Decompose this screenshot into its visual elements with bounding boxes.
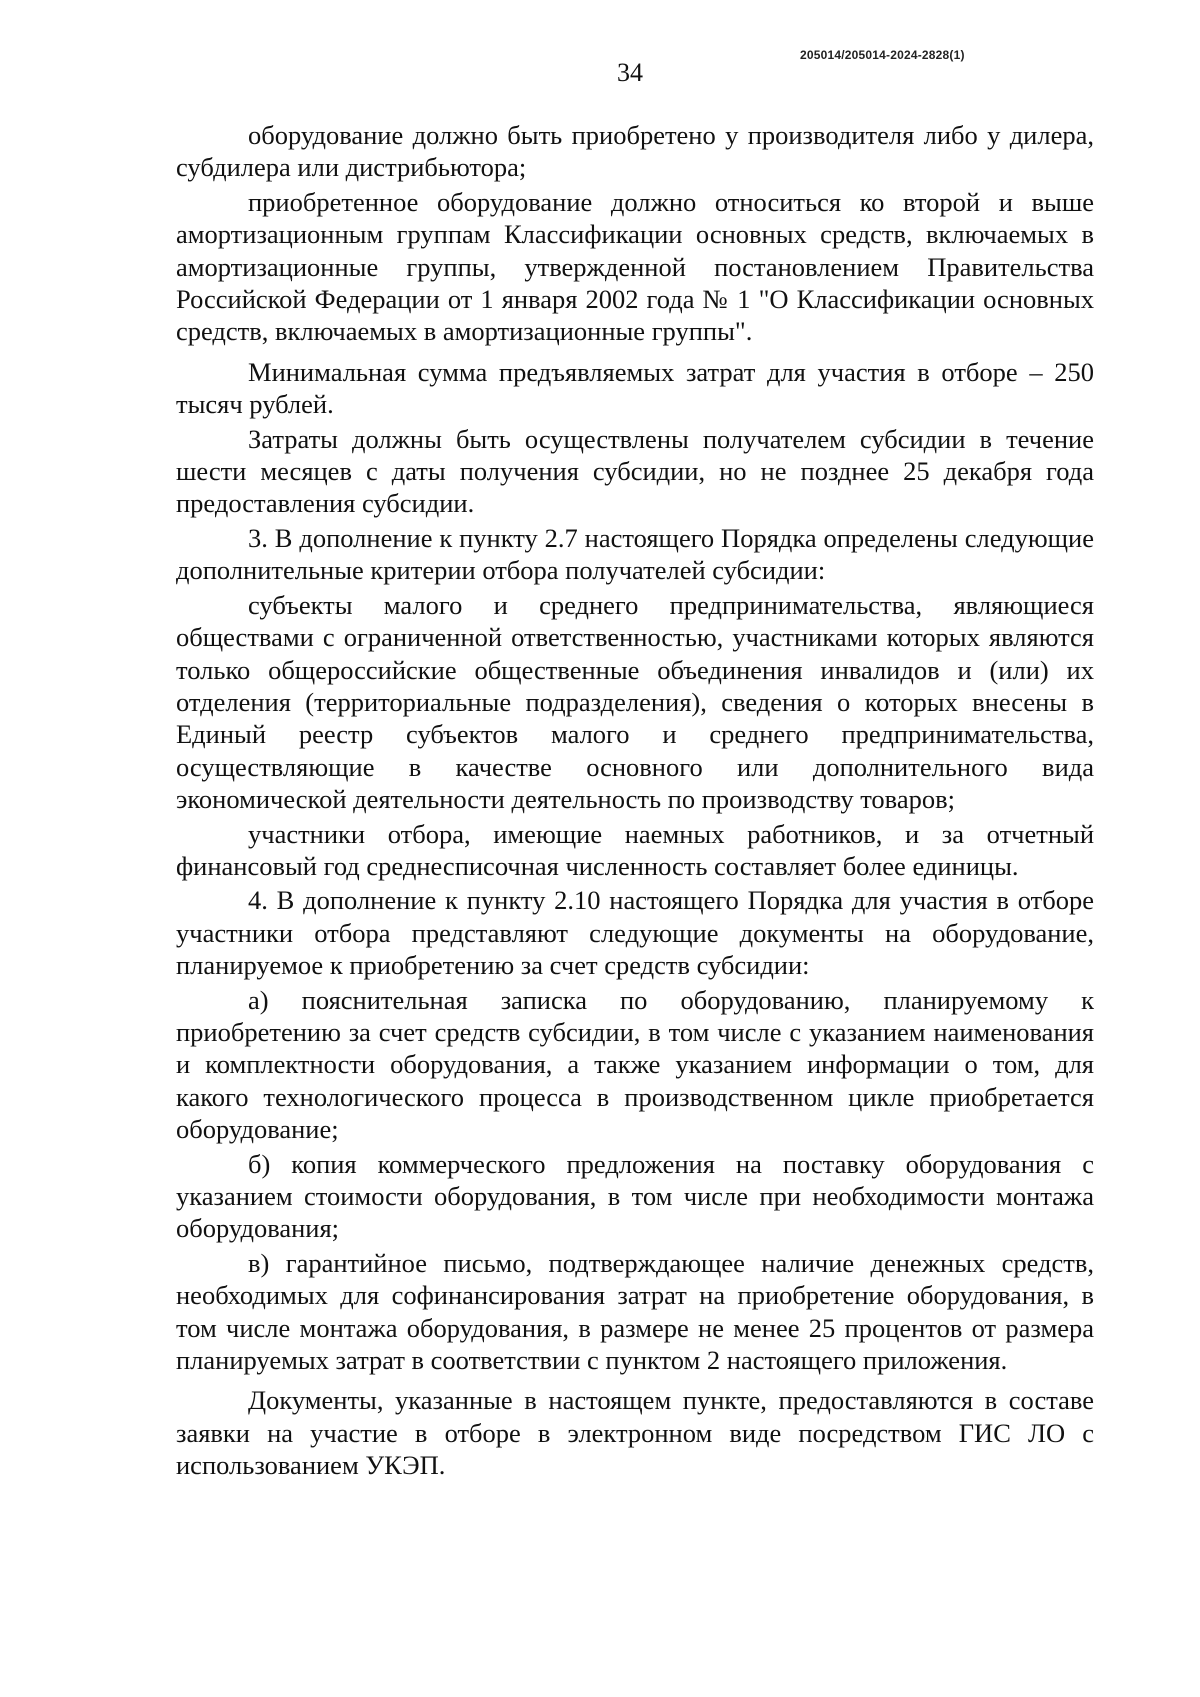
paragraph: субъекты малого и среднего предпринимательства, являющиеся обществами с ограниченной ответственностью, участниками которых являются только общероссийские общественные объединения инвалидов и (или) их отделения (территориальные подразделения), сведения о которых внесены в Единый реестр субъектов малого и среднего предпринимательства, осуществляющие в качестве основного или дополнительного вида экономической деятельности деятельность по производству товаров; — [176, 589, 1094, 815]
paragraph: б) копия коммерческого предложения на поставку оборудования с указанием стоимости оборудования, в том числе при необходимости монтажа оборудования; — [176, 1148, 1094, 1244]
paragraph: Документы, указанные в настоящем пункте, предоставляются в составе заявки на участие в отборе в электронном виде посредством ГИС ЛО с использованием УКЭП. — [176, 1385, 1094, 1481]
paragraph: а) пояснительная записка по оборудованию, планируемому к приобретению за счет средств субсидии, в том числе с указанием наименования и комплектности оборудования, а также указанием информации о том, для какого технологического процесса в производственном цикле приобретается оборудование; — [176, 984, 1094, 1145]
paragraph: оборудование должно быть приобретено у производителя либо у дилера, субдилера или дистрибьютора; — [176, 120, 1094, 183]
paragraph: участники отбора, имеющие наемных работников, и за отчетный финансовый год среднесписочная численность составляет более единицы. — [176, 818, 1094, 881]
paragraph: в) гарантийное письмо, подтверждающее наличие денежных средств, необходимых для софинансирования затрат на приобретение оборудования, в том числе монтажа оборудования, в размере не менее 25 процентов от размера планируемых затрат в соответствии с пунктом 2 настоящего приложения. — [176, 1247, 1094, 1376]
document-code: 205014/205014-2024-2828(1) — [800, 48, 965, 62]
document-body — [176, 119, 1094, 1482]
paragraph: Затраты должны быть осуществлены получателем субсидии в течение шести месяцев с даты получения субсидии, но не позднее 25 декабря года предоставления субсидии. — [176, 423, 1094, 519]
page-number: 34 — [617, 58, 643, 87]
paragraph: приобретенное оборудование должно относиться ко второй и выше амортизационным группам Классификации основных средств, включаемых в амортизационные группы, утвержденной постановлением Правительства Российской Федерации от 1 января 2002 года № 1 "О Классификации основных средств, включаемых в амортизационные группы". — [176, 186, 1094, 347]
paragraph: Минимальная сумма предъявляемых затрат для участия в отборе – 250 тысяч рублей. — [176, 356, 1094, 420]
paragraph: 3. В дополнение к пункту 2.7 настоящего Порядка определены следующие дополнительные критерии отбора получателей субсидии: — [176, 522, 1094, 586]
paragraph: 4. В дополнение к пункту 2.10 настоящего Порядка для участия в отборе участники отбора представляют следующие документы на оборудование, планируемое к приобретению за счет средств субсидии: — [176, 885, 1094, 981]
